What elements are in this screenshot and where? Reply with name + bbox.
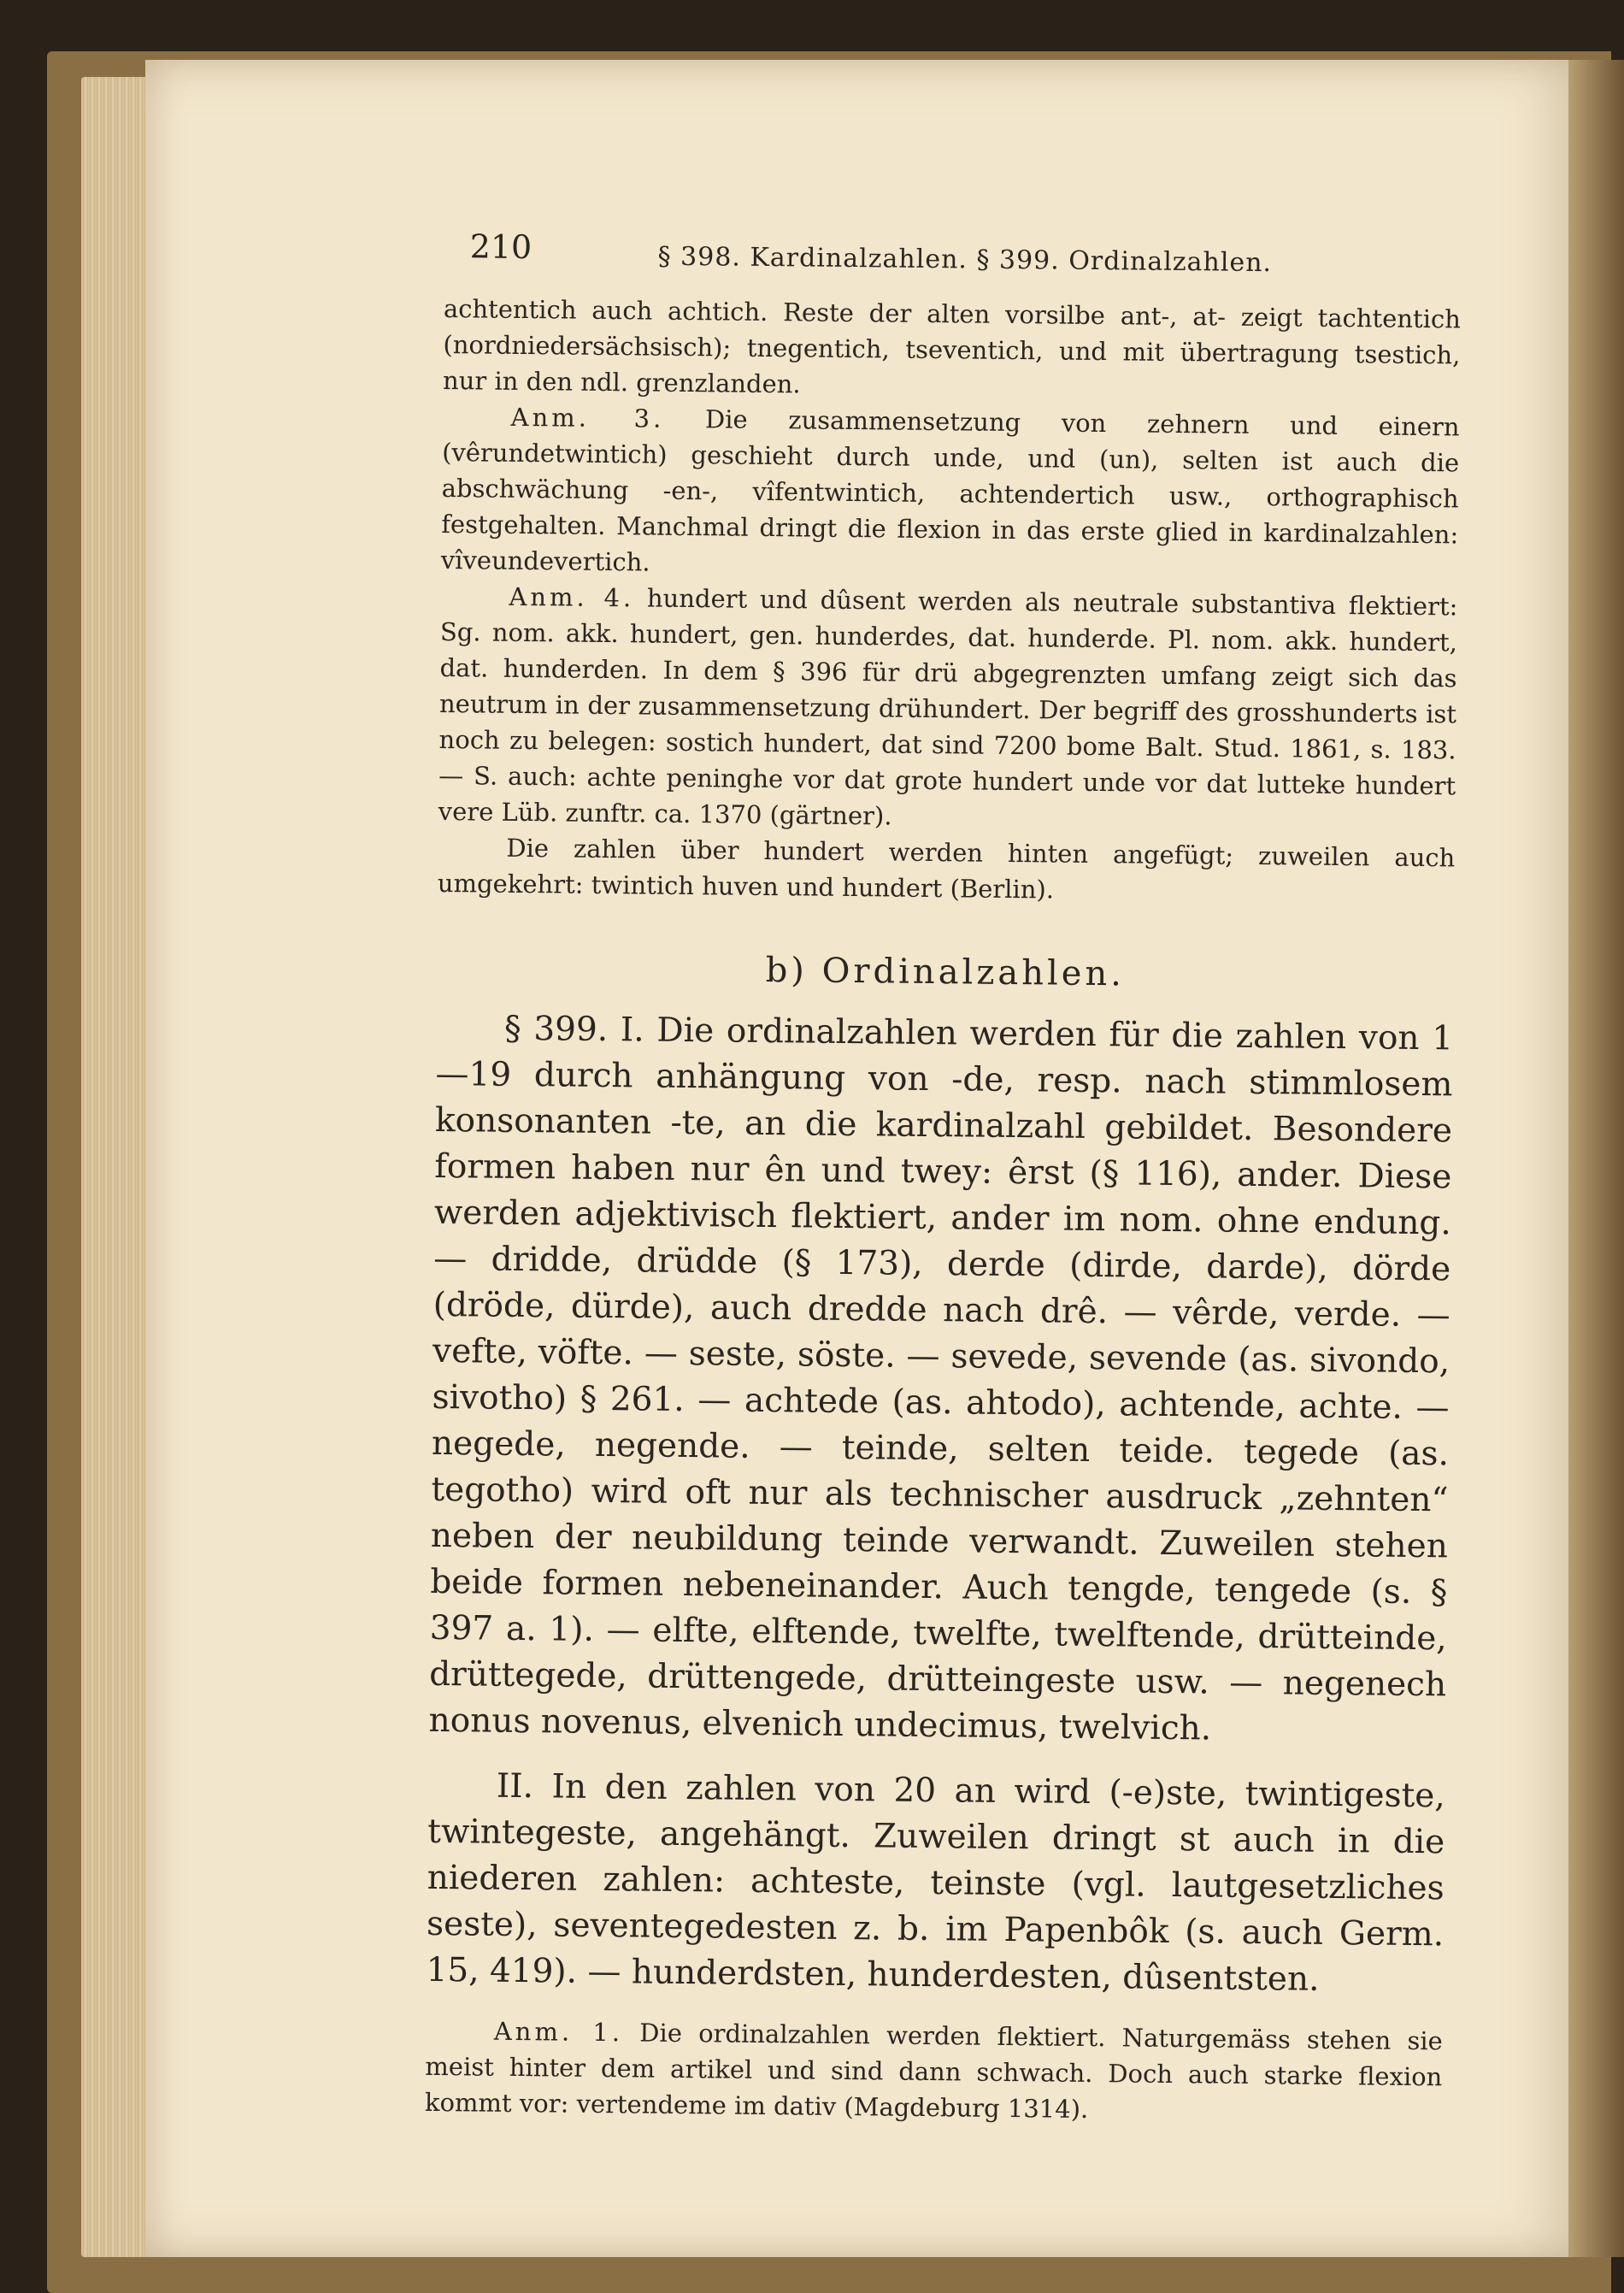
page-number: 210 bbox=[469, 227, 533, 267]
anmerkung-1 bbox=[425, 2013, 1443, 2131]
anm3-label: Anm. 3. bbox=[510, 402, 665, 433]
running-title: § 398. Kardinalzahlen. § 399. Ordinalzahlen. bbox=[657, 241, 1273, 279]
page-text-block bbox=[423, 222, 1461, 2233]
running-head bbox=[444, 222, 1462, 301]
anm4-text: hundert und dûsent werden als neutrale substantiva flektiert: Sg. nom. akk. hundert, gen. hunderdes, dat. hunderde. Pl. nom. akk. hundert, dat. hunderden. In dem § 396 für drü abgegrenzten umfang zeigt sich das neutrum in der zusammensetzung drühundert. Der begriff des grosshunderts ist noch zu belegen: sostich hundert, dat sind 7200 bome Balt. Stud. 1861, s. 183. — S. auch: achte peninghe vor dat grote hundert unde vor dat lutteke hundert vere Lüb. zunftr. ca. 1370 (gärtner). bbox=[438, 583, 1458, 831]
anmerkung-3 bbox=[441, 398, 1460, 588]
anm1-text: Die ordinalzahlen werden flektiert. Naturgemäss stehen sie meist hinter dem artikel und sind dann schwach. Doch auch starke flexion kommt vor: vertendeme im dativ (Magdeburg 1314). bbox=[424, 2018, 1443, 2125]
section-heading: b) Ordinalzahlen. bbox=[765, 950, 1126, 994]
section-399-part-2: II. In den zahlen von 20 an wird (-e)ste, twintigeste, twintegeste, angehängt. Zuweilen dringt st auch in die niederen zahlen: achteste, teinste (vgl. lautgesetzliches seste), seventegedesten z. b. im Papenbôk (s. auch Germ. 15, 419). — hunderdsten, hunderdesten, dûsentsten. bbox=[426, 1766, 1446, 1999]
section-399-part-1: § 399. I. Die ordinalzahlen werden für die zahlen von 1—19 durch anhängung von -de, resp. nach stimmlosem konsonanten -te, an die kardinalzahl gebildet. Besondere formen haben nur ên und twey: êrst (§ 116), ander. Diese werden adjektivisch flektiert, ander im nom. ohne endung. — dridde, drüdde (§ 173), derde (dirde, darde), dörde (dröde, dürde), auch dredde nach drê. — vêrde, verde. — vefte, vöfte. — seste, söste. — sevede, sevende (as. sivondo, sivotho) § 261. — achtede (as. ahtodo), achtende, achte. — negede, negende. — teinde, selten teide. tegede (as. tegotho) wird oft nur als technischer ausdruck „zehnten“ neben der neubildung teinde verwandt. Zuweilen stehen beide formen nebeneinander. Auch tengde, tengede (s. § 397 a. 1). — elfte, elftende, twelfte, twelftende, drütteinde, drüttegede, drüttengede, drütteingeste usw. — negenech nonus novenus, elvenich undecimus, twelvich. bbox=[428, 1009, 1454, 1748]
anm1-label: Anm. 1. bbox=[493, 2016, 624, 2048]
paragraph-achtentich: achtentich auch achtich. Reste der alten vorsilbe ant-, at- zeigt tachtentich (nordniedersächsisch); tnegentich, tseventich, und mit übertragung tsestich, nur in den ndl. grenzlanden. bbox=[442, 293, 1462, 399]
anm4-label: Anm. 4. bbox=[509, 581, 635, 613]
paragraph-zahlen-ueber-hundert: Die zahlen über hundert werden hinten angefügt; zuweilen auch umgekehrt: twintich huven und hundert (Berlin). bbox=[437, 833, 1456, 905]
book-gutter bbox=[1568, 60, 1624, 2257]
anm3-text: Die zusammensetzung von zehnern und einern (vêrundetwintich) geschieht durch unde, und (un), selten ist auch die abschwächung -en-, vîfentwintich, achtendertich usw., orthographisch festgehalten. Manchmal dringt die flexion in das erste glied in kardinalzahlen: vîveundevertich. bbox=[440, 404, 1460, 577]
anmerkung-4 bbox=[438, 578, 1458, 840]
